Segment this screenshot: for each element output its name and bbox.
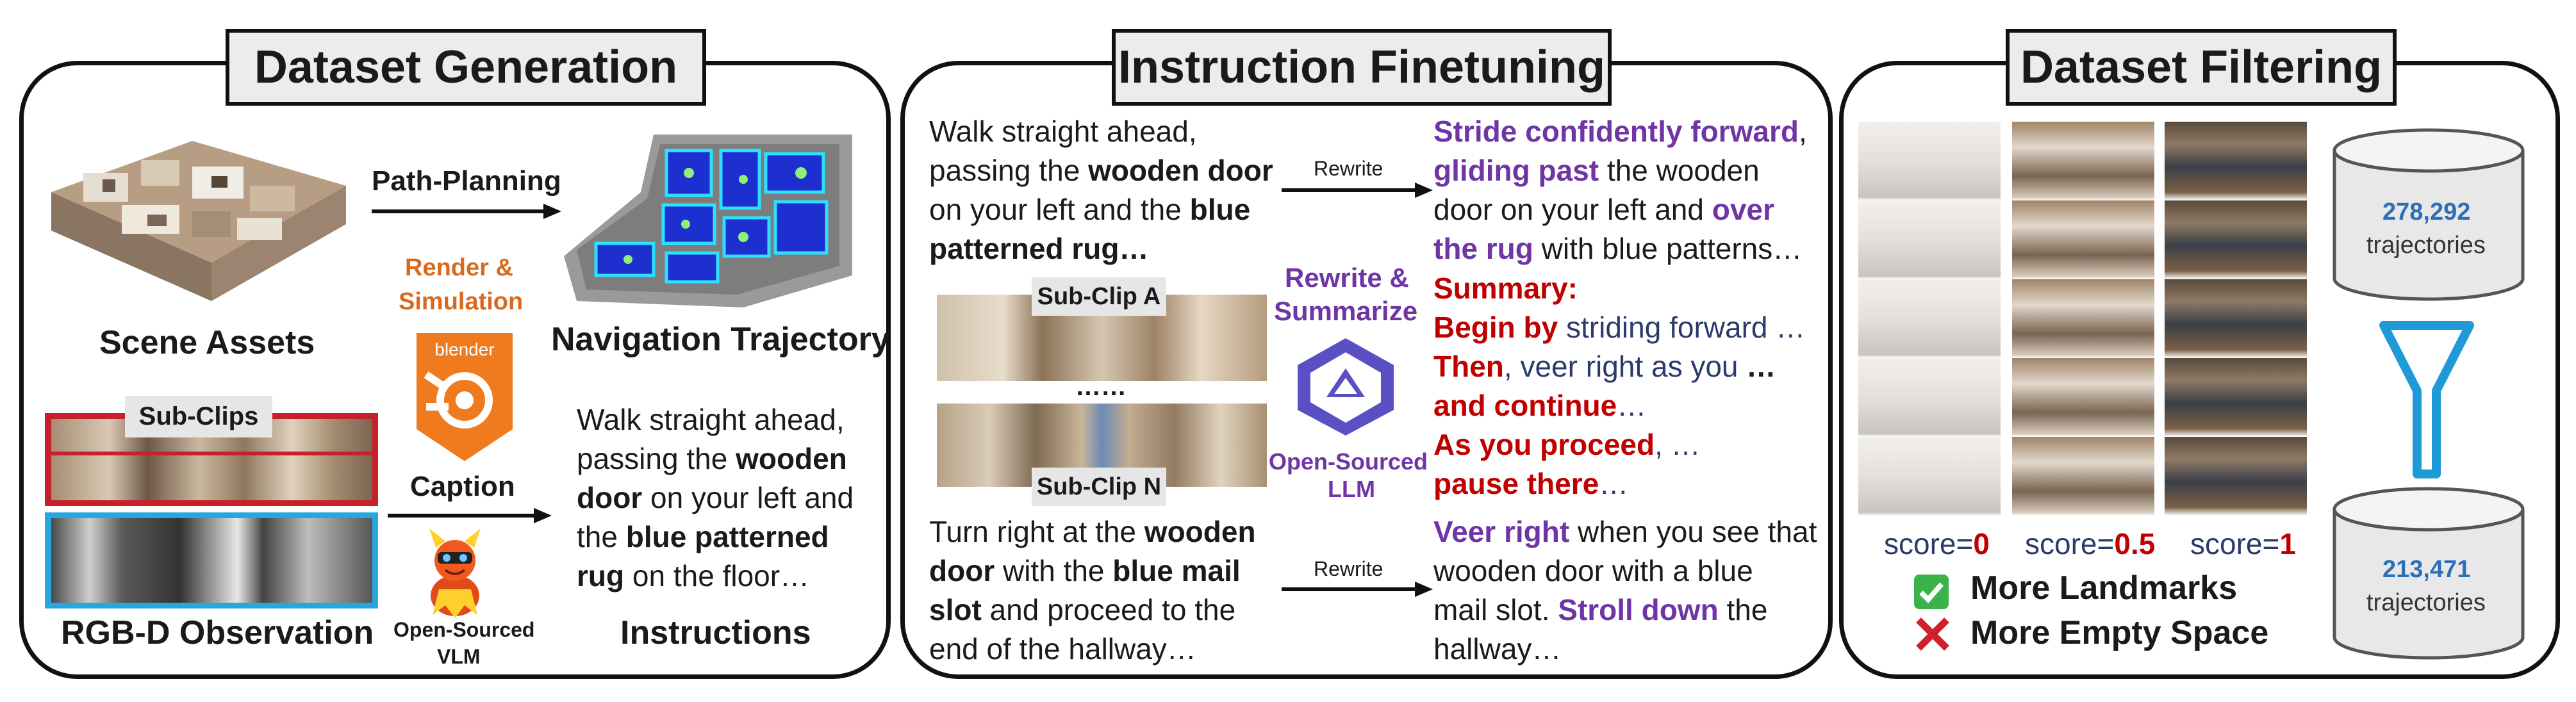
dataset-filtering-title: Dataset Filtering (2006, 29, 2397, 106)
vlm-label-1: Open-Sourced (393, 618, 535, 641)
rewrite-arrow-2 (1282, 580, 1435, 599)
source-instruction-2: Turn right at the wooden door with the blue mail slot and proceed to the end of the hallway… (929, 515, 1256, 665)
score-0-5-label: score=0.5 (2025, 527, 2156, 560)
rewrite-label-2: Rewrite (1314, 557, 1383, 580)
rgbd-observation-label: RGB-D Observation (61, 614, 374, 651)
cross-icon (1915, 616, 1951, 652)
source-instruction-1: Walk straight ahead, passing the wooden door on your left and the blue patterned rug… (929, 115, 1273, 265)
navigation-trajectory-label: Navigation Trajectory (551, 321, 890, 358)
caption-label: Caption (410, 471, 515, 502)
database-top-count: 278,292 (2382, 199, 2471, 225)
dataset-generation-title: Dataset Generation (226, 29, 706, 106)
more-empty-space-label: More Empty Space (1970, 614, 2269, 651)
summary-text: Summary: Begin by striding forward … Then, veer right as you … and continue… As you proceed, … pause there… (1433, 272, 1806, 500)
path-planning-arrow (372, 202, 564, 221)
rewrite-arrow-1 (1282, 181, 1435, 200)
scene-assets-label: Scene Assets (99, 324, 315, 361)
check-icon (1913, 573, 1950, 610)
score-0-5-frames (2012, 122, 2154, 516)
render-simulation-label-1: Render & (405, 254, 513, 281)
more-landmarks-label: More Landmarks (1970, 569, 2238, 607)
score-0-label: score=0 (1884, 527, 1990, 560)
navigation-trajectory-map (551, 115, 865, 314)
score-1-label: score=1 (2190, 527, 2296, 560)
rewritten-instruction-2: Veer right when you see that wooden door with a blue mail slot. Stroll down the hallway… (1433, 515, 1817, 665)
funnel-filter-icon (2379, 320, 2475, 480)
svg-text:blender: blender (434, 339, 495, 359)
llm-label-2: LLM (1328, 476, 1375, 502)
path-planning-label: Path-Planning (372, 165, 561, 197)
generated-instruction-text: Walk straight ahead, passing the wooden door on your left and the blue patterned rug on the floor… (577, 403, 854, 592)
vlm-mascot-icon (420, 525, 490, 618)
vlm-label-2: VLM (437, 645, 481, 668)
render-simulation-label-2: Simulation (399, 288, 524, 315)
instructions-label: Instructions (620, 614, 811, 651)
database-top-unit: trajectories (2366, 232, 2486, 259)
rewritten-instruction-1: Stride confidently forward, gliding past the wooden door on your left and over the rug with blue patterns… (1433, 115, 1807, 265)
depth-clip-frame (45, 512, 378, 608)
caption-arrow (388, 506, 554, 525)
score-1-frames (2165, 122, 2307, 516)
database-bottom-count: 213,471 (2382, 556, 2471, 583)
llm-logo-icon (1291, 333, 1400, 439)
database-bottom-unit: trajectories (2366, 589, 2486, 616)
rewrite-summarize-label-2: Summarize (1274, 296, 1418, 326)
scene-assets-image (45, 115, 352, 307)
sub-clip-a-tag: Sub-Clip A (1032, 277, 1166, 316)
score-0-frames (1858, 122, 2001, 516)
clip-ellipsis: …… (1075, 373, 1127, 401)
sub-clip-n-tag: Sub-Clip N (1032, 468, 1166, 506)
rewrite-label-1: Rewrite (1314, 157, 1383, 180)
llm-label-1: Open-Sourced (1269, 448, 1428, 475)
blender-logo-icon (410, 327, 519, 464)
instruction-finetuning-title: Instruction Finetuning (1112, 29, 1612, 106)
rewrite-summarize-label-1: Rewrite & (1285, 263, 1409, 293)
sub-clips-tag: Sub-Clips (125, 396, 272, 437)
